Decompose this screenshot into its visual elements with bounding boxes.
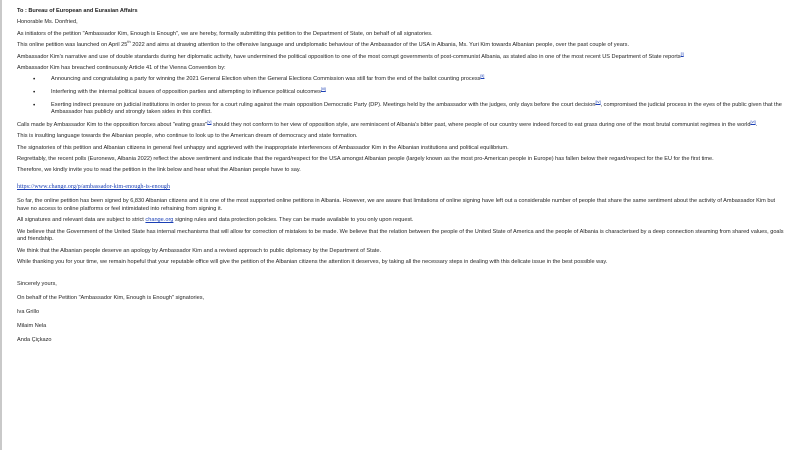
paragraph-eating-grass: Calls made by Ambassador Kim to the opposition forces about "eating grass"[v] should they not conform to her view of opposition style, are reminiscent of Albania's bitter past, where people of our country were indeed forced to eat grass during one of the most brutal communist regimes in the world[vi]. bbox=[17, 118, 758, 128]
paragraph-launch: This online petition was launched on April 25th 2022 and aims at drawing attention to the offensive language and undiplomatic behaviour of the Ambassador of the USA in Albania, Ms. Yuri Kim towards Albanian people, over the past couple of years. bbox=[17, 39, 630, 49]
paragraph-data-policy: All signatures and relevant data are subject to strict change.org signing rules and data protection policies. They can be made available to you only upon request. bbox=[17, 217, 414, 224]
paragraph-apology: We think that the Albanian people deserve an apology by Ambassador Kim and a revised approach to public diplomacy by the Department of State. bbox=[17, 247, 382, 254]
paragraph-signatories: The signatories of this petition and Albanian citizens in general feel unhappy and aggrieved with the inappropriate interferences of Ambassador Kim in the Albanian institutions and political equilibrium. bbox=[17, 144, 509, 151]
signatory-name: Anda Çiçkazo bbox=[17, 337, 52, 344]
footnote-ref[interactable]: [iv] bbox=[595, 98, 601, 104]
footnote-ref[interactable]: [i] bbox=[680, 50, 684, 56]
paragraph-insulting: This is insulting language towards the Albanian people, who continue to look up to the American dream of democracy and state formation. bbox=[17, 133, 358, 140]
on-behalf-line: On behalf of the Petition "Ambassador Kim, Enough is Enough" signatories, bbox=[17, 294, 205, 301]
paragraph-vienna: Ambassador Kim has breached continuously Article 41 of the Vienna Convention by: bbox=[17, 64, 226, 71]
paragraph-signed-count: So far, the online petition has been signed by 6,830 Albanian citizens and it is one of the most supported online petitions in Albania. However, we are aware that limitations of online signing have left out a considerable number of people that share the same sentiment about the activity of Ambassador Kim but have no access to online platforms or feel intimidated into refraining from signing it. bbox=[17, 198, 776, 213]
salutation: Honorable Ms. Donfried, bbox=[17, 19, 78, 26]
list-item: • Interfering with the internal political issues of opposition parties and attempting to influence political outcomes[iii] bbox=[41, 89, 787, 97]
petition-link[interactable]: https://www.change.org/p/ambassador-kim-enough-is-enough bbox=[17, 182, 170, 190]
paragraph-thanks: While thanking you for your time, we remain hopeful that your reputable office will give the petition of the Albanian citizens the attention it deserves, by taking all the necessary steps in dealing with this delicate issue in the best possible way. bbox=[17, 259, 608, 266]
closing: Sincerely yours, bbox=[17, 280, 57, 287]
footnote-ref[interactable]: [v] bbox=[207, 118, 212, 124]
signatory-name: Milaim Nela bbox=[17, 323, 47, 330]
page-edge bbox=[0, 0, 2, 450]
paragraph-mechanisms: We believe that the Government of the United State has internal mechanisms that will allow for correction of mistakes to be made. We believe that the relation between the people of the United State of America and the people of Albania is characterised by a deep connection steaming from shared values, goals and friendship. bbox=[17, 228, 784, 243]
list-item: • Exerting indirect pressure on judicial institutions in order to press for a court ruling against the main opposition Democratic Party (DP). Meetings held by the ambassador with the judges, only days before the court decision[iv], compromised the judicial process in the eyes of the public given that the Ambassador has publicly and strongly taken sides in this conflict. bbox=[41, 102, 787, 117]
footnote-ref[interactable]: [iii] bbox=[320, 86, 326, 92]
paragraph-invite: Therefore, we kindly invite you to read the petition in the link below and hear what the Albanian people have to say. bbox=[17, 167, 301, 174]
footnote-ref[interactable]: [vi] bbox=[750, 118, 756, 124]
paragraph-polls: Regrettably, the recent polls (Euronews, Albania 2022) reflect the above sentiment and indicate that the regard/respect for the USA amongst Albanian people (largely known as the most pro-American people in Europe) has fallen below their regard/respect for the EU for the first time. bbox=[17, 155, 714, 162]
list-item: • Announcing and congratulating a party for winning the 2021 General Election when the General Elections Commission was still far from the end of the ballot counting process[ii] bbox=[41, 76, 787, 84]
footnote-ref[interactable]: [ii] bbox=[480, 73, 485, 79]
letter-body bbox=[17, 8, 787, 351]
breaches-list bbox=[17, 73, 787, 116]
recipient-line: To : Bureau of European and Eurasian Affairs bbox=[17, 8, 138, 14]
change-org-link[interactable]: change.org bbox=[145, 217, 174, 224]
paragraph-narrative: Ambassador Kim's narrative and use of double standards during her diplomatic activity, have undermined the political opposition to one of the most corrupt governments of post-communist Albania, as stated also in one of the most recent US Department of State reports[i] bbox=[17, 50, 684, 60]
signatory-name: Iva Grillo bbox=[17, 309, 40, 315]
paragraph-intro: As initiators of the petition "Ambassador Kim, Enough is Enough", we are hereby, formally submitting this petition to the Department of State, on behalf of all signatories. bbox=[17, 30, 433, 37]
